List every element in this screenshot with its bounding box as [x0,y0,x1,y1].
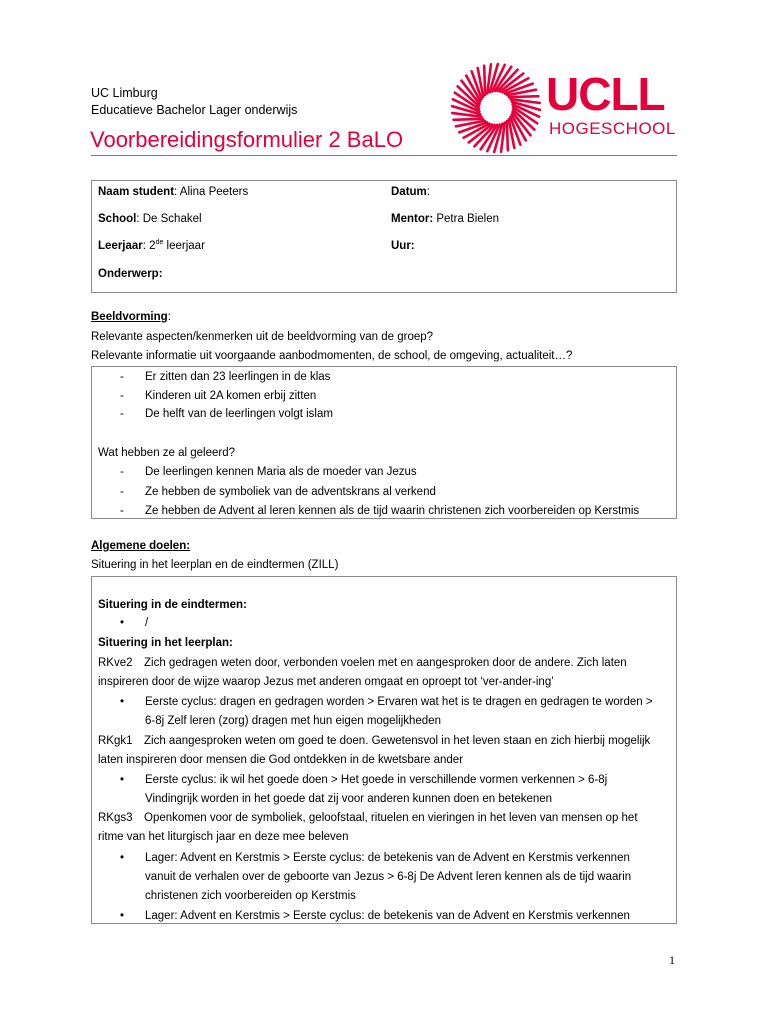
dash-icon: - [120,371,124,383]
list-item: De leerlingen kennen Maria als de moeder van Jezus [145,466,417,478]
list-item: Ze hebben de Advent al leren kennen als de tijd waarin christenen zich voorbereiden op Kerstmis [145,505,640,517]
dash-icon: - [120,390,124,402]
dash-icon: - [120,466,124,478]
grade-label: Leerjaar [98,240,143,252]
leerplan-heading-text: Situering in het leerplan: [98,637,233,649]
goal-text: Openkomen voor de symboliek, geloofstaal, rituelen en vieringen in het leven van mensen op het [144,812,638,824]
algemene-doelen-subtitle: Situering in het leerplan en de eindtermen (ZILL) [91,559,339,571]
program-name: Educatieve Bachelor Lager onderwijs [91,103,298,117]
mentor-label: Mentor: [391,213,434,225]
subject-label: Onderwerp: [98,268,163,280]
ucll-logo [448,62,680,154]
algemene-doelen-heading [91,539,190,553]
sunburst-logo-icon [448,62,544,154]
list-item: Eerste cyclus: dragen en gedragen worden > Ervaren wat het is te dragen en gedragen te worden > [145,696,653,708]
list-item: 6-8j Zelf leren (zorg) dragen met hun eigen mogelijkheden [145,715,441,727]
list-item: Er zitten dan 23 leerlingen in de klas [145,371,331,383]
logo-brand: UCLL [546,68,665,120]
time-label: Uur: [391,240,415,252]
beeldvorming-question-1: Relevante aspecten/kenmerken uit de beeldvorming van de groep? [91,331,434,343]
school-label: School [98,213,137,225]
goal-text: inspireren door de wijze waarop Jezus met anderen omgaat en oproept tot ‘ver-ander-ing’ [98,676,554,688]
student-label: Naam student [98,186,175,198]
algemene-doelen-heading-text: Algemene doelen: [91,540,191,552]
school-row [98,212,202,226]
beeldvorming-heading [91,310,171,324]
page-title: Voorbereidingsformulier 2 BaLO [90,127,404,152]
goal-code: RKve2 [98,657,133,669]
learned-question: Wat hebben ze al geleerd? [98,447,236,459]
goal-text: Zich gedragen weten door, verbonden voelen met en aangesproken door de andere. Zich laten [144,657,627,669]
date-row [391,185,430,199]
list-item: Lager: Advent en Kerstmis > Eerste cyclus: de betekenis van de Advent en Kerstmis verkennen [145,852,630,864]
header-divider [91,155,677,156]
time-row [391,239,415,253]
beeldvorming-heading-text: Beeldvorming [91,311,168,323]
goal-code: RKgs3 [98,812,133,824]
institution-name: UC Limburg [91,86,158,100]
grade-value: : 2 [142,240,156,252]
list-item: Eerste cyclus: ik wil het goede doen > Het goede in verschillende vormen verkennen > 6-8j [145,774,608,786]
list-item: vanuit de verhalen over de geboorte van Jezus > 6-8j De Advent leren kennen als de tijd waarin [145,871,632,883]
goal-code: RKgk1 [98,735,133,747]
mentor-value: Petra Bielen [433,213,500,225]
grade-superscript: de [155,239,164,246]
dash-icon: - [120,505,124,517]
list-item: / [145,617,149,629]
bullet-icon: • [120,910,125,922]
beeldvorming-question-2: Relevante informatie uit voorgaande aanbodmomenten, de school, de omgeving, actualiteit…? [91,350,573,362]
bullet-icon: • [120,852,125,864]
subject-row [98,267,163,281]
dash-icon: - [120,486,124,498]
list-item: Lager: Advent en Kerstmis > Eerste cyclus: de betekenis van de Advent en Kerstmis verkennen [145,910,630,922]
eindtermen-heading [98,598,247,612]
list-item: De helft van de leerlingen volgt islam [145,408,333,420]
student-value: : Alina Peeters [174,186,249,198]
grade-value-suffix: leerjaar [163,240,205,252]
beeldvorming-heading-colon: : [167,311,171,323]
goal-text: Zich aangesproken weten om goed te doen. Gewetensvol in het leven staan en zich hierbij mogelijk [144,735,651,747]
bullet-icon: • [120,774,125,786]
logo-subtitle: HOGESCHOOL [549,119,676,138]
goal-text: ritme van het liturgisch jaar en deze mee beleven [98,831,349,843]
school-value: : De Schakel [136,213,202,225]
bullet-icon: • [120,696,125,708]
list-item: Kinderen uit 2A komen erbij zitten [145,390,317,402]
grade-row [98,239,205,253]
mentor-row [391,212,499,226]
page-number: 1 [669,953,675,967]
eindtermen-heading-text: Situering in de eindtermen: [98,599,247,611]
list-item: Vindingrijk worden in het goede dat zij voor anderen kunnen doen en betekenen [145,793,553,805]
date-value: : [426,186,430,198]
date-label: Datum [391,186,427,198]
list-item: Ze hebben de symboliek van de adventskrans al verkend [145,486,436,498]
bullet-icon: • [120,617,125,629]
student-name-row [98,185,248,199]
dash-icon: - [120,408,124,420]
goal-text: laten inspireren door mensen die God ontdekken in de kwetsbare ander [98,754,464,766]
leerplan-heading [98,636,233,650]
list-item: christenen zich voorbereiden op Kerstmis [145,890,356,902]
